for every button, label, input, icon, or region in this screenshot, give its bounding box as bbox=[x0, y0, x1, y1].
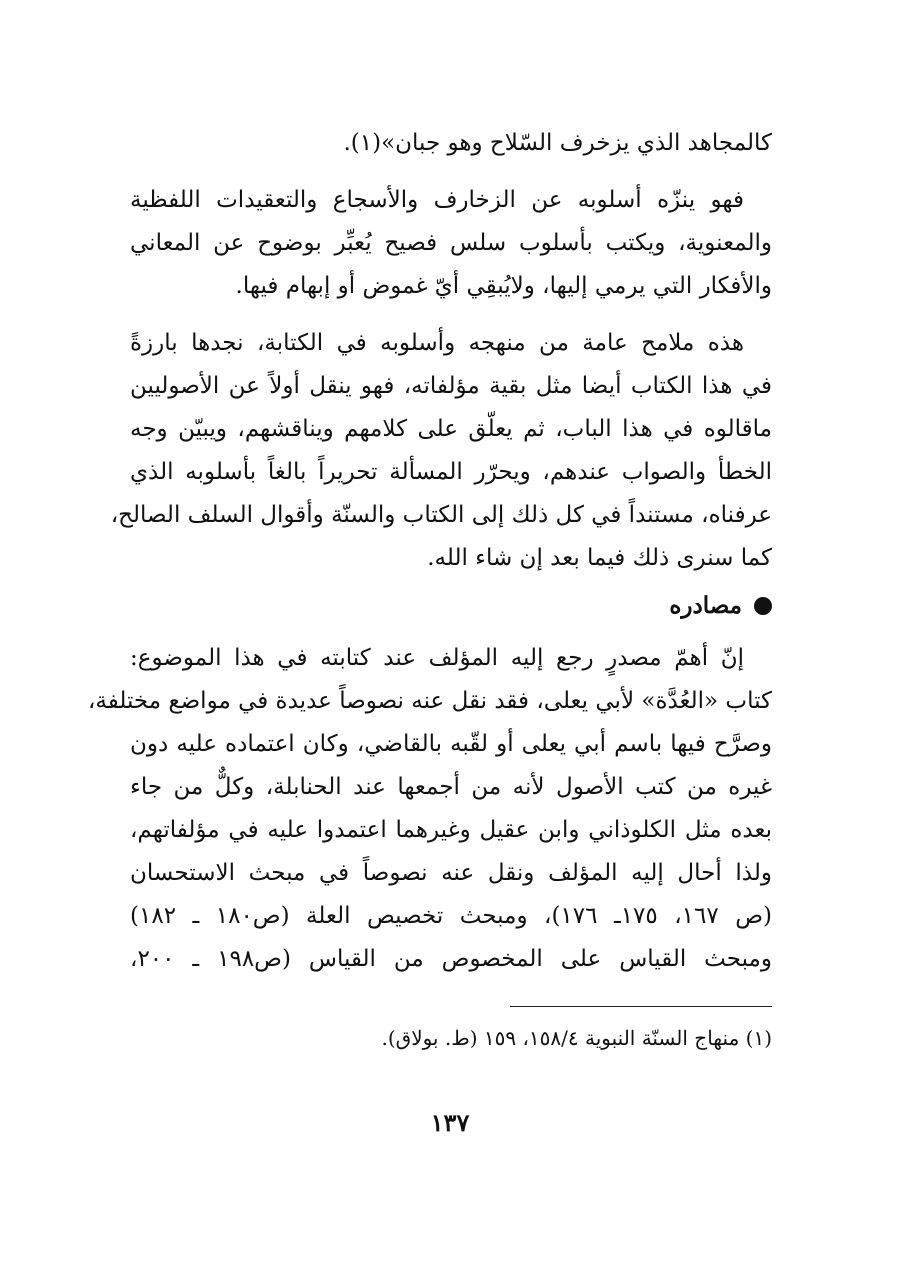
bullet-icon bbox=[754, 597, 772, 615]
page-number: ١٣٧ bbox=[430, 1108, 470, 1137]
text-line: (ص ١٦٧، ١٧٥ـ ١٧٦)، ومبحث تخصيص العلة (ص١٨٠ ـ ١٨٢) bbox=[130, 903, 772, 929]
text-line: الخطأ والصواب عندهم، ويحرّر المسألة تحريراً بالغاً بأسلوبه الذي bbox=[130, 459, 772, 485]
paragraph-gap bbox=[130, 165, 772, 179]
text-line: وصرَّح فيها باسم أبي يعلى أو لقّبه بالقاضي، وكان اعتماده عليه دون bbox=[130, 731, 772, 757]
paragraph-gap bbox=[130, 308, 772, 322]
text-line: ماقالوه في هذا الباب، ثم يعلّق على كلامهم ويناقشهم، ويبيّن وجه bbox=[130, 416, 772, 442]
page-body bbox=[87, 122, 772, 981]
text-line: في هذا الكتاب أيضا مثل بقية مؤلفاته، فهو ينقل أولاً عن الأصوليين bbox=[130, 373, 772, 399]
text-line: كالمجاهد الذي يزخرف السّلاح وهو جبان»(١). bbox=[343, 130, 772, 156]
text-line: عرفناه، مستنداً في كل ذلك إلى الكتاب والسنّة وأقوال السلف الصالح، bbox=[110, 502, 772, 528]
text-line: فهو ينزّه أسلوبه عن الزخارف والأسجاع والتعقيدات اللفظية bbox=[130, 187, 744, 213]
section-heading bbox=[130, 584, 772, 627]
footnote: (١) منهاج السنّة النبوية ١٥٨/٤، ١٥٩ (ط. بولاق). bbox=[381, 1026, 772, 1050]
text-line: كما سنرى ذلك فيما بعد إن شاء الله. bbox=[427, 545, 772, 571]
text-line: ولذا أحال إليه المؤلف ونقل عنه نصوصاً في مبحث الاستحسان bbox=[130, 860, 772, 886]
footnote-separator bbox=[510, 1006, 772, 1007]
text-line: ومبحث القياس على المخصوص من القياس (ص١٩٨ ـ ٢٠٠، bbox=[130, 946, 772, 972]
text-line: والمعنوية، ويكتب بأسلوب سلس فصيح يُعبِّر بوضوح عن المعاني bbox=[130, 230, 772, 256]
paragraph-1 bbox=[130, 122, 772, 165]
section-heading-label: مصادره bbox=[669, 592, 742, 619]
text-line: بعده مثل الكلوذاني وابن عقيل وغيرهما اعتمدوا عليه في مؤلفاتهم، bbox=[130, 817, 772, 843]
text-line: غيره من كتب الأصول لأنه من أجمعها عند الحنابلة، وكلٌّ من جاء bbox=[130, 774, 772, 800]
text-line: والأفكار التي يرمي إليها، ولايُبقِي أيّ غموض أو إبهام فيها. bbox=[235, 273, 772, 299]
sources-paragraph bbox=[87, 637, 772, 981]
text-line: هذه ملامح عامة من منهجه وأسلوبه في الكتابة، نجدها بارزةً bbox=[130, 330, 744, 356]
paragraph-2 bbox=[130, 179, 772, 308]
paragraph-3 bbox=[110, 322, 772, 580]
text-line: إنّ أهمّ مصدرٍ رجع إليه المؤلف عند كتابته في هذا الموضوع: bbox=[130, 645, 744, 671]
text-line: كتاب «العُدَّة» لأبي يعلى، فقد نقل عنه نصوصاً عديدة في مواضع مختلفة، bbox=[87, 688, 772, 714]
